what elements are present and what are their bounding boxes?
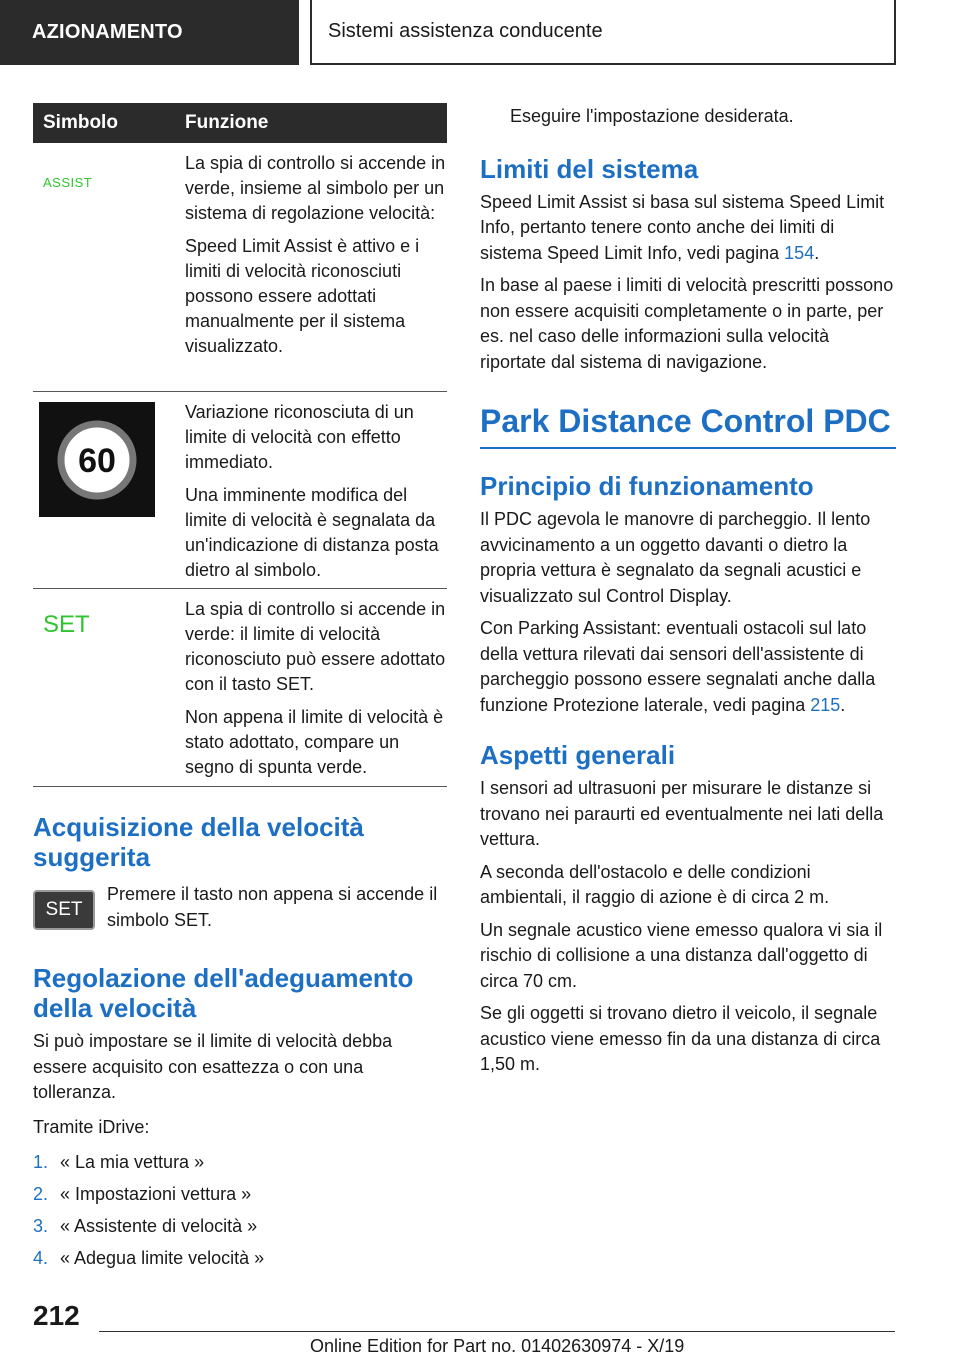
list-item [33,1182,447,1207]
symbol-table [33,103,447,787]
table-row [33,143,447,392]
symbol-cell [33,589,185,786]
function-text: Una imminente modifica del limite di velocità è segnalata da un'indicazione di distanza posta dietro al simbolo. [185,485,439,580]
function-text: Speed Limit Assist è attivo e i limiti di velocità riconosciuti possono essere adottati manualmente per il sistema visualizzato. [185,236,420,356]
function-cell [185,143,447,391]
aspetti-text-4: Se gli oggetti si trovano dietro il veicolo, il segnale acustico viene emesso fin da una distanza di circa 1,50 m. [480,1003,881,1074]
chapter-tab [310,0,896,65]
step-label: « La mia vettura » [60,1152,205,1172]
symbol-cell [33,143,185,391]
left-column [33,103,447,1278]
page-number: 212 [33,1300,80,1331]
step-number: 4. [33,1248,49,1268]
speed-limit-value: 60 [78,441,116,480]
limiti-text-1: Speed Limit Assist si basa sul sistema Speed Limit Info, pertanto tenere conto anche dei limiti di sistema Speed Limit Info, vedi pagina 154. [480,191,885,263]
set-instruction [33,882,447,933]
function-text: Non appena il limite di velocità è stato adottato, compare un segno di spunta verde. [185,707,444,777]
limiti-text-2: In base al paese i limiti di velocità prescritti possono non essere acquisiti completamente o in parte, per es. nel caso delle informazioni sulla velocità riportate dal sistema di navigazione. [480,275,894,372]
function-cell [185,392,447,588]
step-number: 2. [33,1184,49,1204]
aspetti-heading: Aspetti generali [480,740,676,770]
section-title: AZIONAMENTO [32,21,183,43]
header-symbol: Simbolo [43,112,118,133]
regolazione-text: Si può impostare se il limite di velocità debba essere acquisito con esattezza o con una tolleranza. [33,1031,393,1102]
list-item [33,1214,447,1239]
step-label: « Impostazioni vettura » [60,1184,252,1204]
table-row [33,589,447,787]
symbol-cell [33,392,185,588]
step-label: « Adegua limite velocità » [60,1248,265,1268]
edition-footer: Online Edition for Part no. 01402630974 - X/19 [310,1336,685,1356]
section-tab [0,0,299,65]
list-item [33,1246,447,1271]
assist-indicator-icon: ASSIST [43,175,93,190]
aspetti-text-1: I sensori ad ultrasuoni per misurare le distanze si trovano nei paraurti ed eventualmente nei lati della vettura. [480,778,884,849]
set-indicator-icon: SET [43,611,90,638]
final-step: Eseguire l'impostazione desiderata. [510,106,794,126]
function-text: La spia di controllo si accende in verde: il limite di velocità riconosciuto può essere adottato con il tasto SET. [185,599,446,694]
list-item [33,1150,447,1175]
pdc-heading: Park Distance Control PDC [480,401,896,449]
set-button-icon [33,890,95,930]
speed-limit-circle [57,420,137,500]
page-link[interactable]: 215 [810,694,841,715]
principio-heading: Principio di funzionamento [480,471,814,501]
step-label: « Assistente di velocità » [60,1216,258,1236]
table-header [33,103,447,143]
header-function: Funzione [185,112,269,133]
step-number: 1. [33,1152,49,1172]
function-text: Variazione riconosciuta di un limite di velocità con effetto immediato. [185,402,414,472]
idrive-intro: Tramite iDrive: [33,1116,150,1137]
page-link[interactable]: 154 [784,242,815,263]
principio-text-1: Il PDC agevola le manovre di parcheggio. Il lento avvicinamento a un oggetto davanti o dietro la propria vettura è segnalato da segnali acustici e visualizzato sul Control Display. [480,509,871,606]
set-button-label: SET [45,899,83,920]
set-instruction-text: Premere il tasto non appena si accende il simbolo SET. [107,884,438,930]
footer-divider [99,1331,895,1332]
regolazione-heading: Regolazione dell'adeguamento della velocità [33,963,414,1023]
principio-text-2: Con Parking Assistant: eventuali ostacoli sul lato della vettura rilevati dai sensori dell'assistente di parcheggio possono essere segnalati anche dalla funzione Protezione laterale, vedi pagina 215. [480,618,876,715]
aspetti-text-3: Un segnale acustico viene emesso qualora vi sia il rischio di collisione a una distanza dall'oggetto di circa 70 cm. [480,919,883,991]
aspetti-text-2: A seconda dell'ostacolo e delle condizioni ambientali, il raggio di azione è di circa 2 m. [480,861,830,907]
function-cell [185,589,447,786]
chapter-title: Sistemi assistenza conducente [328,20,603,42]
right-column [480,100,896,1078]
step-number: 3. [33,1216,49,1236]
table-row [33,392,447,589]
limiti-heading: Limiti del sistema [480,153,699,184]
function-text: La spia di controllo si accende in verde, insieme al simbolo per un sistema di regolazione velocità: [185,153,446,223]
speed-limit-sign-icon [39,402,155,517]
idrive-steps [33,1150,447,1271]
acquisizione-heading: Acquisizione della velocità suggerita [33,812,364,872]
